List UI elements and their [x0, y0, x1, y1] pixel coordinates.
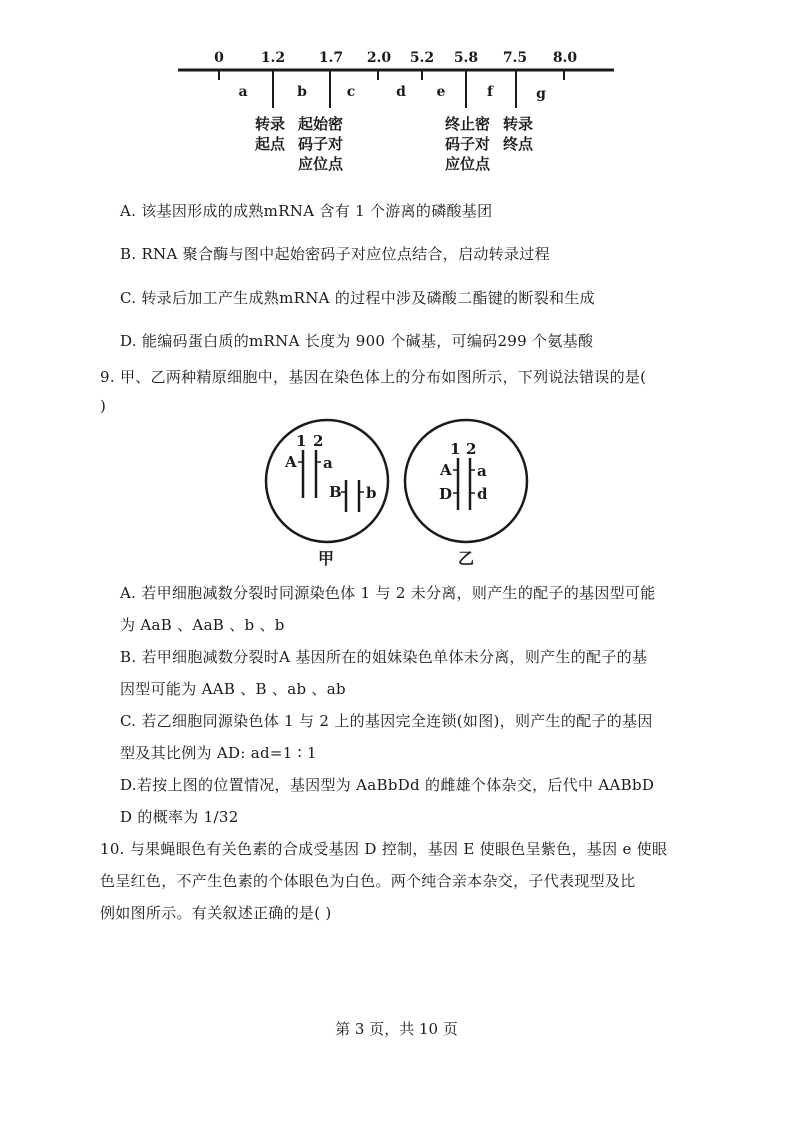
q8-option-c: C. 转录后加工产生成熟mRNA 的过程中涉及磷酸二酯键的断裂和生成 — [120, 289, 595, 307]
segment-label: b — [297, 84, 307, 100]
cell-jia-caption: 甲 — [318, 549, 335, 568]
tick-label: 5.2 — [409, 50, 435, 66]
cell-jia-circle — [266, 420, 388, 542]
tick-label: 1.2 — [260, 50, 286, 66]
tick-label: 8.0 — [552, 50, 578, 66]
yi-gene-d: d — [477, 485, 488, 503]
segment-label: a — [238, 84, 248, 100]
q9-stem-close: ) — [100, 397, 107, 415]
segment-label: c — [346, 84, 356, 100]
q8-option-d: D. 能编码蛋白质的mRNA 长度为 900 个碱基，可编码299 个氨基酸 — [120, 332, 594, 350]
q9-option-a-line1: A. 若甲细胞减数分裂时同源染色体 1 与 2 未分离，则产生的配子的基因型可能 — [120, 584, 656, 602]
yi-num-1: 1 — [450, 440, 461, 458]
jia-gene-b: b — [366, 484, 377, 502]
transcription-start-label: 转录 起点 — [255, 115, 286, 153]
yi-gene-A: A — [440, 461, 452, 479]
q9-option-a-line2: 为 AaB 、AaB 、b 、b — [120, 616, 285, 634]
segment-label: d — [396, 84, 406, 100]
yi-num-2: 2 — [466, 440, 477, 458]
page-footer: 第 3 页，共 10 页 — [335, 1020, 458, 1038]
tick-label: 2.0 — [366, 50, 392, 66]
q9-stem: 9. 甲、乙两种精原细胞中，基因在染色体上的分布如图所示，下列说法错误的是( — [100, 368, 647, 386]
jia-num-1: 1 — [296, 432, 307, 450]
tick-label: 0 — [214, 50, 224, 66]
cell-yi-circle — [405, 420, 527, 542]
stop-codon-label: 终止密 码子对 应位点 — [445, 115, 491, 173]
q9-option-b-line1: B. 若甲细胞减数分裂时A 基因所在的姐妹染色单体未分离，则产生的配子的基 — [120, 648, 648, 666]
q10-line1: 10. 与果蝇眼色有关色素的合成受基因 D 控制，基因 E 使眼色呈紫色，基因 e 使眼 — [100, 840, 668, 858]
jia-gene-B: B — [329, 483, 342, 501]
transcription-end-label: 转录 终点 — [503, 115, 534, 153]
cell-yi-caption: 乙 — [458, 549, 475, 568]
tick-label: 5.8 — [453, 50, 479, 66]
q9-option-c-line2: 型及其比例为 AD: ad=1 ∶ 1 — [120, 744, 317, 762]
yi-gene-a: a — [477, 462, 487, 480]
q9-option-b-line2: 因型可能为 AAB 、B 、ab 、ab — [120, 680, 346, 698]
jia-gene-A: A — [285, 453, 297, 471]
tick-label: 1.7 — [318, 50, 344, 66]
jia-gene-a: a — [323, 454, 333, 472]
q9-option-c-line1: C. 若乙细胞同源染色体 1 与 2 上的基因完全连锁(如图)，则产生的配子的基因 — [120, 712, 653, 730]
segment-label: g — [536, 86, 546, 102]
yi-gene-D: D — [439, 485, 453, 503]
q9-option-d-line1: D.若按上图的位置情况，基因型为 AaBbDd 的雌雄个体杂交，后代中 AABbD — [120, 776, 655, 794]
q8-option-b: B. RNA 聚合酶与图中起始密码子对应位点结合，启动转录过程 — [120, 245, 550, 263]
q10-line3: 例如图所示。有关叙述正确的是( ) — [100, 904, 332, 922]
q10-line2: 色呈红色，不产生色素的个体眼色为白色。两个纯合亲本杂交，子代表现型及比 — [100, 872, 636, 890]
jia-num-2: 2 — [313, 432, 324, 450]
start-codon-label: 起始密 码子对 应位点 — [298, 115, 344, 173]
segment-label: f — [486, 84, 494, 100]
q8-option-a: A. 该基因形成的成熟mRNA 含有 1 个游离的磷酸基团 — [120, 202, 493, 220]
segment-label: e — [436, 84, 446, 100]
q9-option-d-line2: D 的概率为 1/32 — [120, 808, 239, 826]
tick-label: 7.5 — [502, 50, 528, 66]
